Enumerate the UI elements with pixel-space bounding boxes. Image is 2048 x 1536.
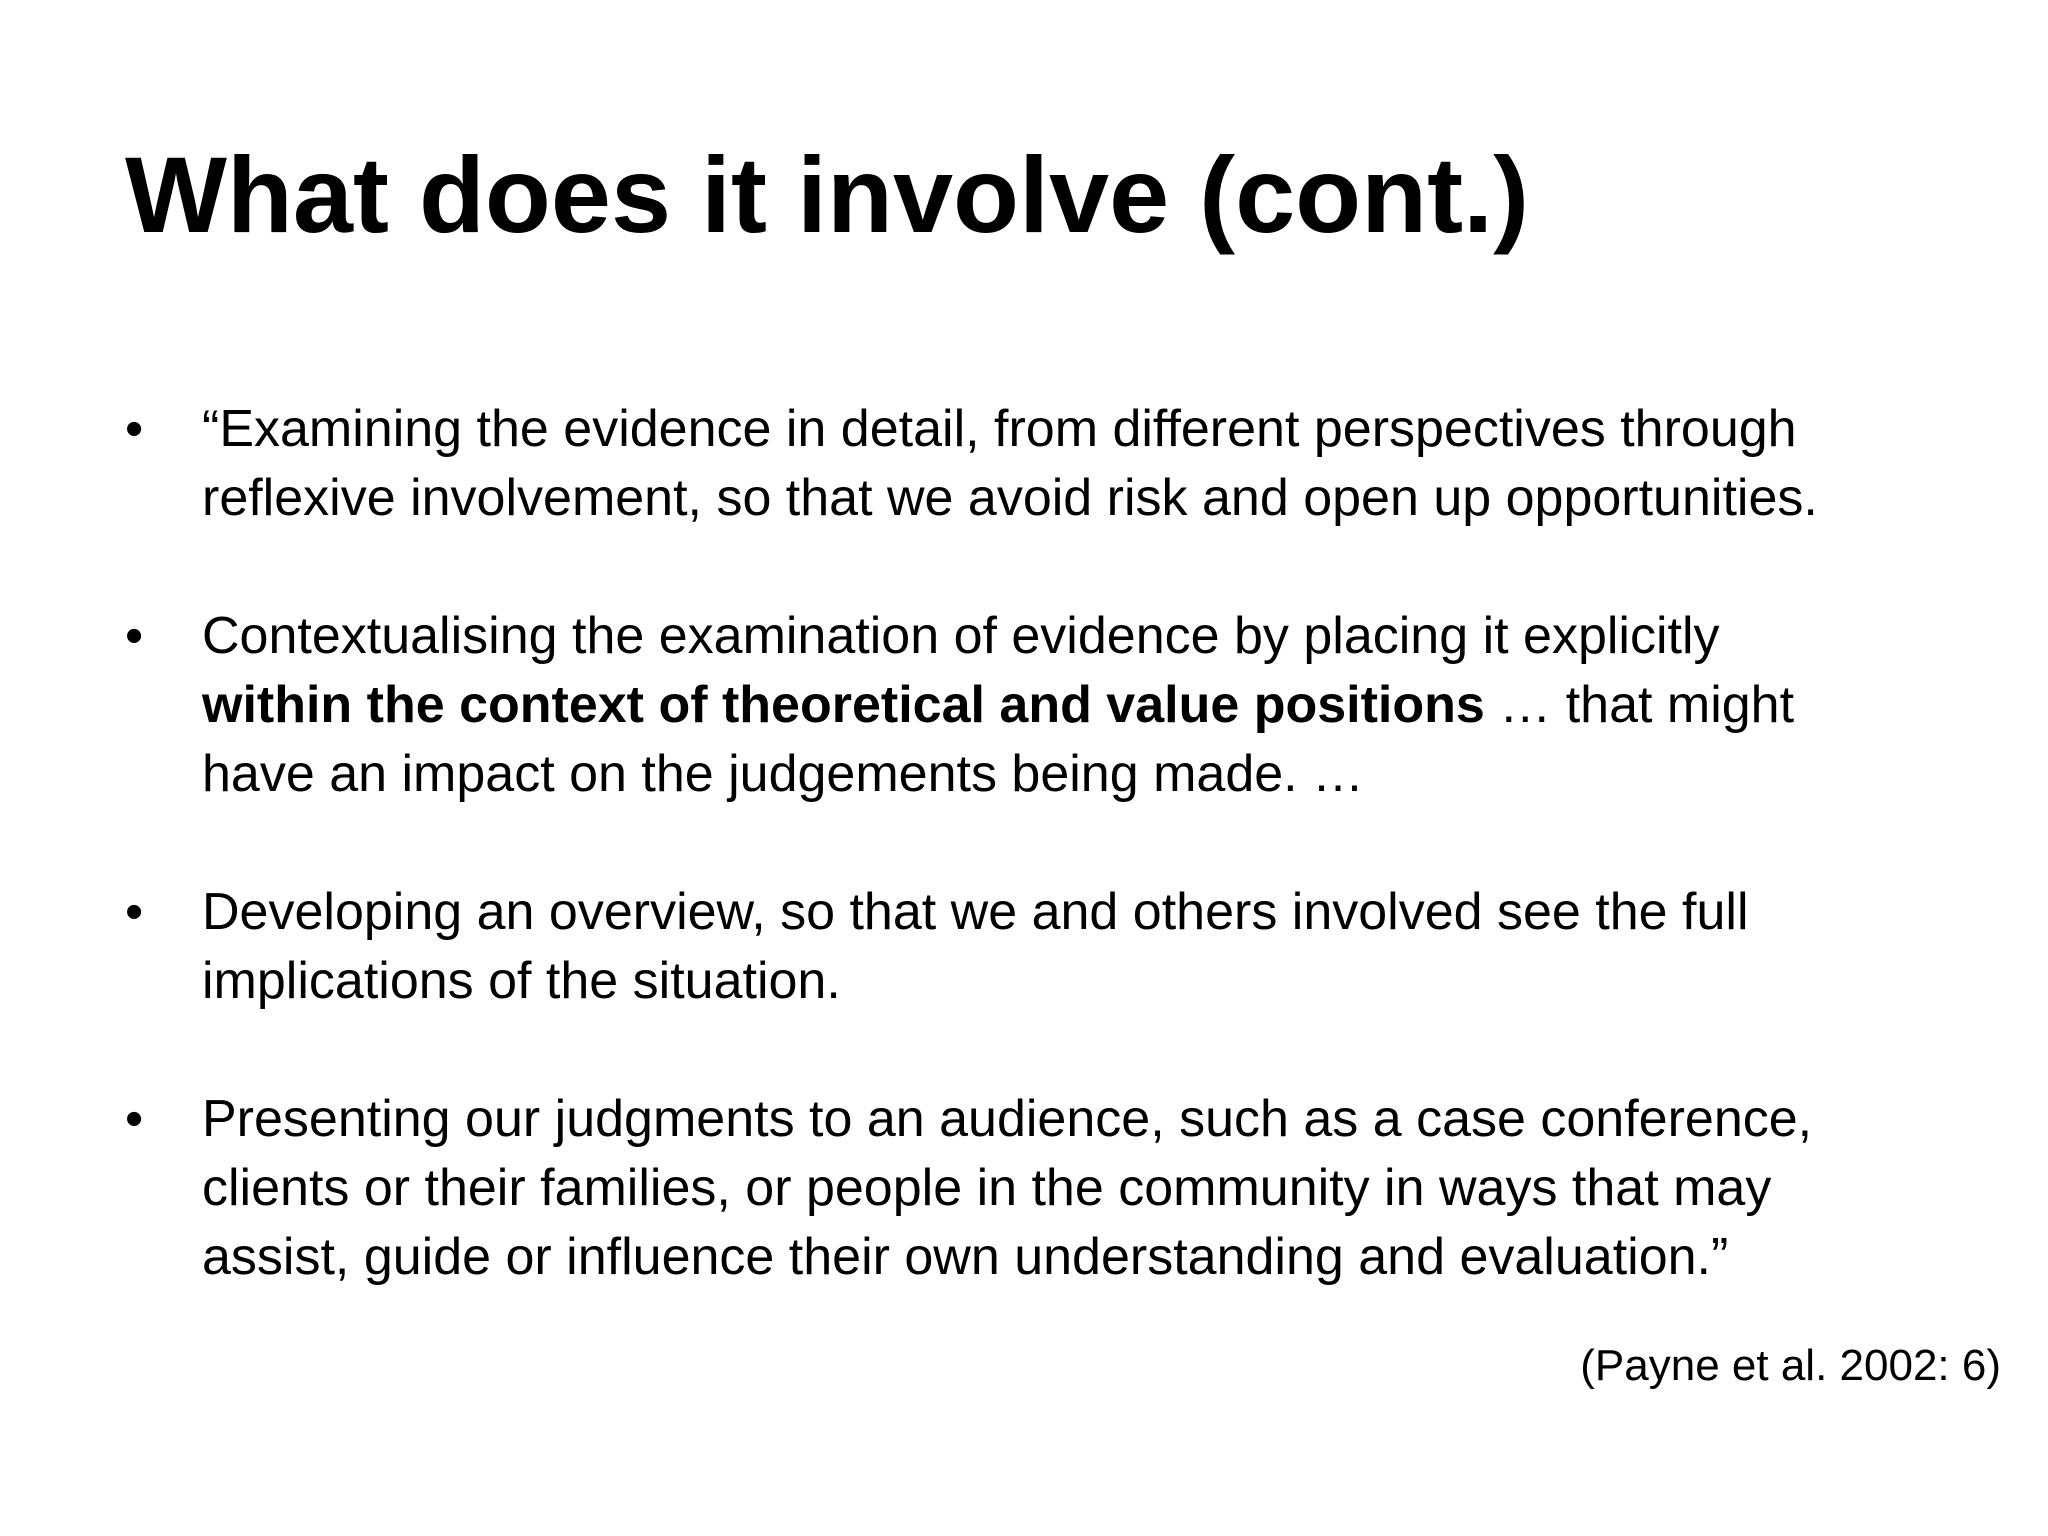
bullet-item-1 [125, 395, 2005, 533]
bullet-list [125, 395, 2005, 1361]
bullet-4-line-2: clients or their families, or people in the community in ways that may [202, 1159, 1772, 1217]
bullet-item-3 [125, 878, 2005, 1016]
bullet-1-line-2: reflexive involvement, so that we avoid risk and open up opportunities. [202, 469, 1818, 527]
bullet-2-line-2-rest: … that might [1484, 676, 1795, 734]
bullet-2-line-1: Contextualising the examination of evidence by placing it explicitly [202, 607, 1720, 665]
citation: (Payne et al. 2002: 6) [1580, 1341, 2001, 1390]
bullet-2-line-3: have an impact on the judgements being made. … [202, 745, 1365, 803]
bullet-icon: • [125, 1090, 144, 1148]
bullet-4-line-3: assist, guide or influence their own understanding and evaluation.” [202, 1228, 1729, 1286]
bullet-3-line-2: implications of the situation. [202, 952, 841, 1010]
bullet-icon: • [125, 400, 144, 458]
bullet-3-line-1: Developing an overview, so that we and others involved see the full [202, 883, 1749, 941]
bullet-4-line-1: Presenting our judgments to an audience, such as a case conference, [202, 1090, 1813, 1148]
bullet-item-4 [125, 1085, 2005, 1292]
bullet-2-emphasis: within the context of theoretical and value positions [202, 676, 1485, 734]
bullet-item-2 [125, 602, 2005, 809]
bullet-2-line-2 [202, 671, 2005, 740]
slide-title: What does it involve (cont.) [125, 134, 1530, 255]
bullet-icon: • [125, 607, 144, 665]
bullet-1-line-1: “Examining the evidence in detail, from different perspectives through [202, 400, 1797, 458]
bullet-icon: • [125, 883, 144, 941]
